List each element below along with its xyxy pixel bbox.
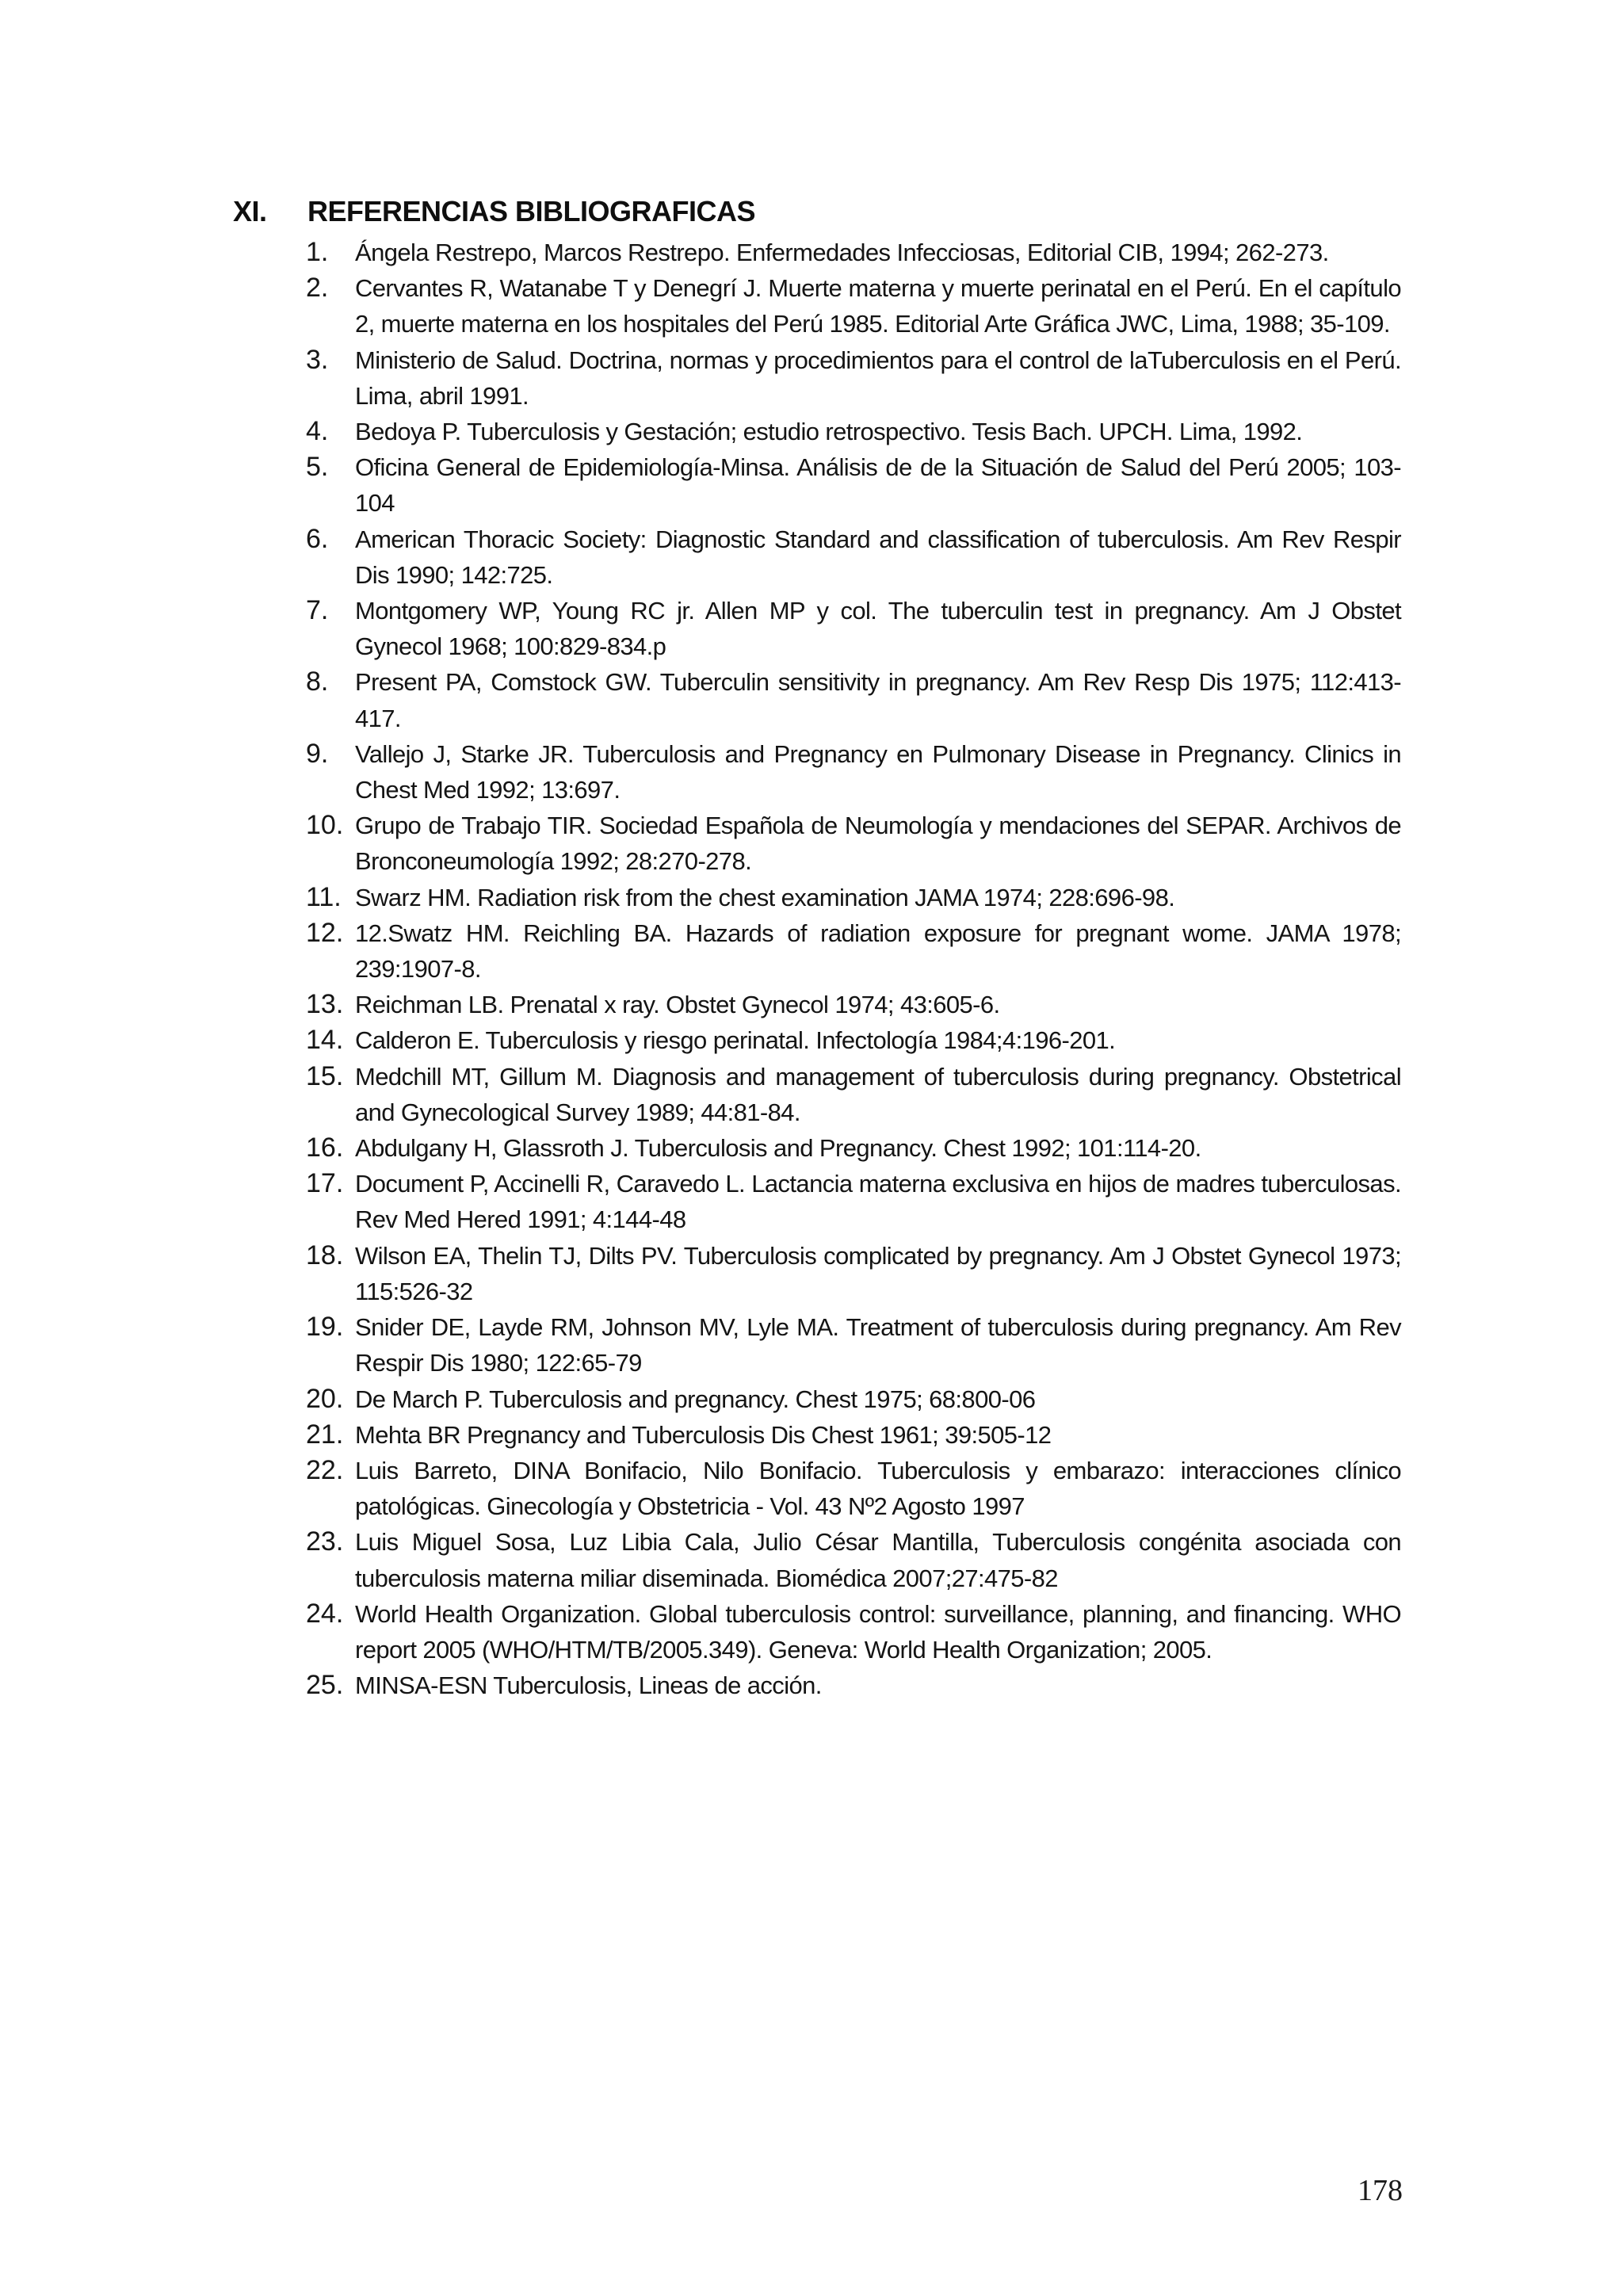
reference-number: 5. xyxy=(306,452,329,483)
reference-text: Medchill MT, Gillum M. Diagnosis and management of tuberculosis during pregnancy. Obstetrical and Gynecological Survey 1989; 44:81-84. xyxy=(355,1062,1401,1126)
reference-list xyxy=(306,235,1401,1703)
reference-text: American Thoracic Society: Diagnostic Standard and classification of tuberculosis. Am Rev Respir Dis 1990; 142:725. xyxy=(355,525,1401,589)
reference-text: World Health Organization. Global tuberculosis control: surveillance, planning, and financing. WHO report 2005 (WHO/HTM/TB/2005.349). Geneva: World Health Organization; 2005. xyxy=(355,1599,1401,1664)
reference-item xyxy=(306,736,1401,808)
reference-item xyxy=(306,1022,1401,1058)
reference-text: Calderon E. Tuberculosis y riesgo perinatal. Infectología 1984;4:196-201. xyxy=(355,1026,1116,1055)
page-number: 178 xyxy=(1358,2174,1403,2207)
reference-item xyxy=(306,1524,1401,1595)
reference-text: MINSA-ESN Tuberculosis, Lineas de acción. xyxy=(355,1671,822,1700)
reference-number: 4. xyxy=(306,416,329,447)
reference-text: Present PA, Comstock GW. Tuberculin sensitivity in pregnancy. Am Rev Resp Dis 1975; 112:413-417. xyxy=(355,668,1401,732)
reference-text: Cervantes R, Watanabe T y Denegrí J. Muerte materna y muerte perinatal en el Perú. En el capítulo 2, muerte materna en los hospitales del Perú 1985. Editorial Arte Gráfica JWC, Lima, 1988; 35-109. xyxy=(355,274,1401,338)
reference-item xyxy=(306,1238,1401,1309)
reference-item xyxy=(306,235,1401,270)
reference-item xyxy=(306,1453,1401,1524)
reference-item xyxy=(306,1381,1401,1417)
reference-item xyxy=(306,449,1401,521)
reference-text: Oficina General de Epidemiología-Minsa. Análisis de de la Situación de Salud del Perú 2005; 103-104 xyxy=(355,453,1401,518)
reference-number: 1. xyxy=(306,237,329,267)
reference-number: 25. xyxy=(306,1670,344,1701)
reference-text: Reichman LB. Prenatal x ray. Obstet Gynecol 1974; 43:605-6. xyxy=(355,991,1000,1019)
reference-number: 2. xyxy=(306,273,329,304)
reference-number: 23. xyxy=(306,1526,344,1557)
reference-item xyxy=(306,915,1401,987)
reference-item xyxy=(306,270,1401,342)
reference-text: Mehta BR Pregnancy and Tuberculosis Dis Chest 1961; 39:505-12 xyxy=(355,1420,1052,1449)
reference-item xyxy=(306,880,1401,915)
reference-item xyxy=(306,1059,1401,1130)
reference-item xyxy=(306,414,1401,449)
reference-number: 9. xyxy=(306,738,329,769)
reference-number: 7. xyxy=(306,595,329,626)
reference-item xyxy=(306,808,1401,879)
reference-text: Luis Barreto, DINA Bonifacio, Nilo Bonifacio. Tuberculosis y embarazo: interacciones clínico patológicas. Ginecología y Obstetricia - Vol. 43 Nº2 Agosto 1997 xyxy=(355,1456,1401,1521)
reference-number: 20. xyxy=(306,1383,344,1414)
reference-item xyxy=(306,664,1401,735)
reference-number: 22. xyxy=(306,1454,344,1485)
reference-text: 12.Swatz HM. Reichling BA. Hazards of radiation exposure for pregnant wome. JAMA 1978; 239:1907-8. xyxy=(355,919,1401,984)
reference-text: Document P, Accinelli R, Caravedo L. Lactancia materna exclusiva en hijos de madres tuberculosas. Rev Med Hered 1991; 4:144-48 xyxy=(355,1170,1401,1234)
reference-number: 21. xyxy=(306,1419,344,1450)
reference-text: Ángela Restrepo, Marcos Restrepo. Enfermedades Infecciosas, Editorial CIB, 1994; 262-273. xyxy=(355,239,1329,266)
reference-item xyxy=(306,1309,1401,1381)
reference-text: Wilson EA, Thelin TJ, Dilts PV. Tuberculosis complicated by pregnancy. Am J Obstet Gynecol 1973; 115:526-32 xyxy=(355,1241,1401,1305)
reference-number: 6. xyxy=(306,523,329,554)
reference-item xyxy=(306,521,1401,593)
reference-number: 19. xyxy=(306,1312,344,1343)
reference-text: Snider DE, Layde RM, Johnson MV, Lyle MA. Treatment of tuberculosis during pregnancy. Am Rev Respir Dis 1980; 122:65-79 xyxy=(355,1313,1401,1377)
reference-number: 8. xyxy=(306,667,329,697)
reference-number: 14. xyxy=(306,1025,344,1056)
reference-item xyxy=(306,1668,1401,1703)
reference-number: 18. xyxy=(306,1240,344,1270)
reference-item xyxy=(306,1596,1401,1668)
reference-number: 10. xyxy=(306,810,344,841)
reference-item xyxy=(306,593,1401,664)
reference-text: Grupo de Trabajo TIR. Sociedad Española de Neumología y mendaciones del SEPAR. Archivos de Bronconeumología 1992; 28:270-278. xyxy=(355,812,1401,876)
reference-text: Ministerio de Salud. Doctrina, normas y procedimientos para el control de laTuberculosis en el Perú. Lima, abril 1991. xyxy=(355,346,1401,410)
section-title: REFERENCIAS BIBLIOGRAFICAS xyxy=(307,195,756,227)
reference-item xyxy=(306,342,1401,414)
reference-item xyxy=(306,1417,1401,1453)
reference-text: Swarz HM. Radiation risk from the chest examination JAMA 1974; 228:696-98. xyxy=(355,883,1175,911)
reference-item xyxy=(306,987,1401,1022)
reference-text: Vallejo J, Starke JR. Tuberculosis and Pregnancy en Pulmonary Disease in Pregnancy. Clinics in Chest Med 1992; 13:697. xyxy=(355,739,1401,804)
section-number: XI. xyxy=(233,195,267,227)
reference-text: De March P. Tuberculosis and pregnancy. Chest 1975; 68:800-06 xyxy=(355,1385,1036,1413)
reference-number: 3. xyxy=(306,344,329,375)
reference-number: 15. xyxy=(306,1060,344,1091)
reference-text: Luis Miguel Sosa, Luz Libia Cala, Julio César Mantilla, Tuberculosis congénita asociada con tuberculosis materna miliar diseminada. Biomédica 2007;27:475-82 xyxy=(355,1528,1401,1592)
reference-number: 17. xyxy=(306,1168,344,1199)
reference-number: 13. xyxy=(306,989,344,1020)
reference-item xyxy=(306,1130,1401,1166)
reference-text: Bedoya P. Tuberculosis y Gestación; estudio retrospectivo. Tesis Bach. UPCH. Lima, 1992. xyxy=(355,418,1303,446)
reference-number: 12. xyxy=(306,917,344,948)
reference-text: Montgomery WP, Young RC jr. Allen MP y col. The tuberculin test in pregnancy. Am J Obstet Gynecol 1968; 100:829-834.p xyxy=(355,597,1401,661)
reference-number: 16. xyxy=(306,1133,344,1163)
section-heading xyxy=(233,192,1398,231)
reference-number: 11. xyxy=(306,881,342,912)
reference-item xyxy=(306,1166,1401,1237)
reference-number: 24. xyxy=(306,1598,344,1629)
reference-text: Abdulgany H, Glassroth J. Tuberculosis and Pregnancy. Chest 1992; 101:114-20. xyxy=(355,1134,1201,1163)
